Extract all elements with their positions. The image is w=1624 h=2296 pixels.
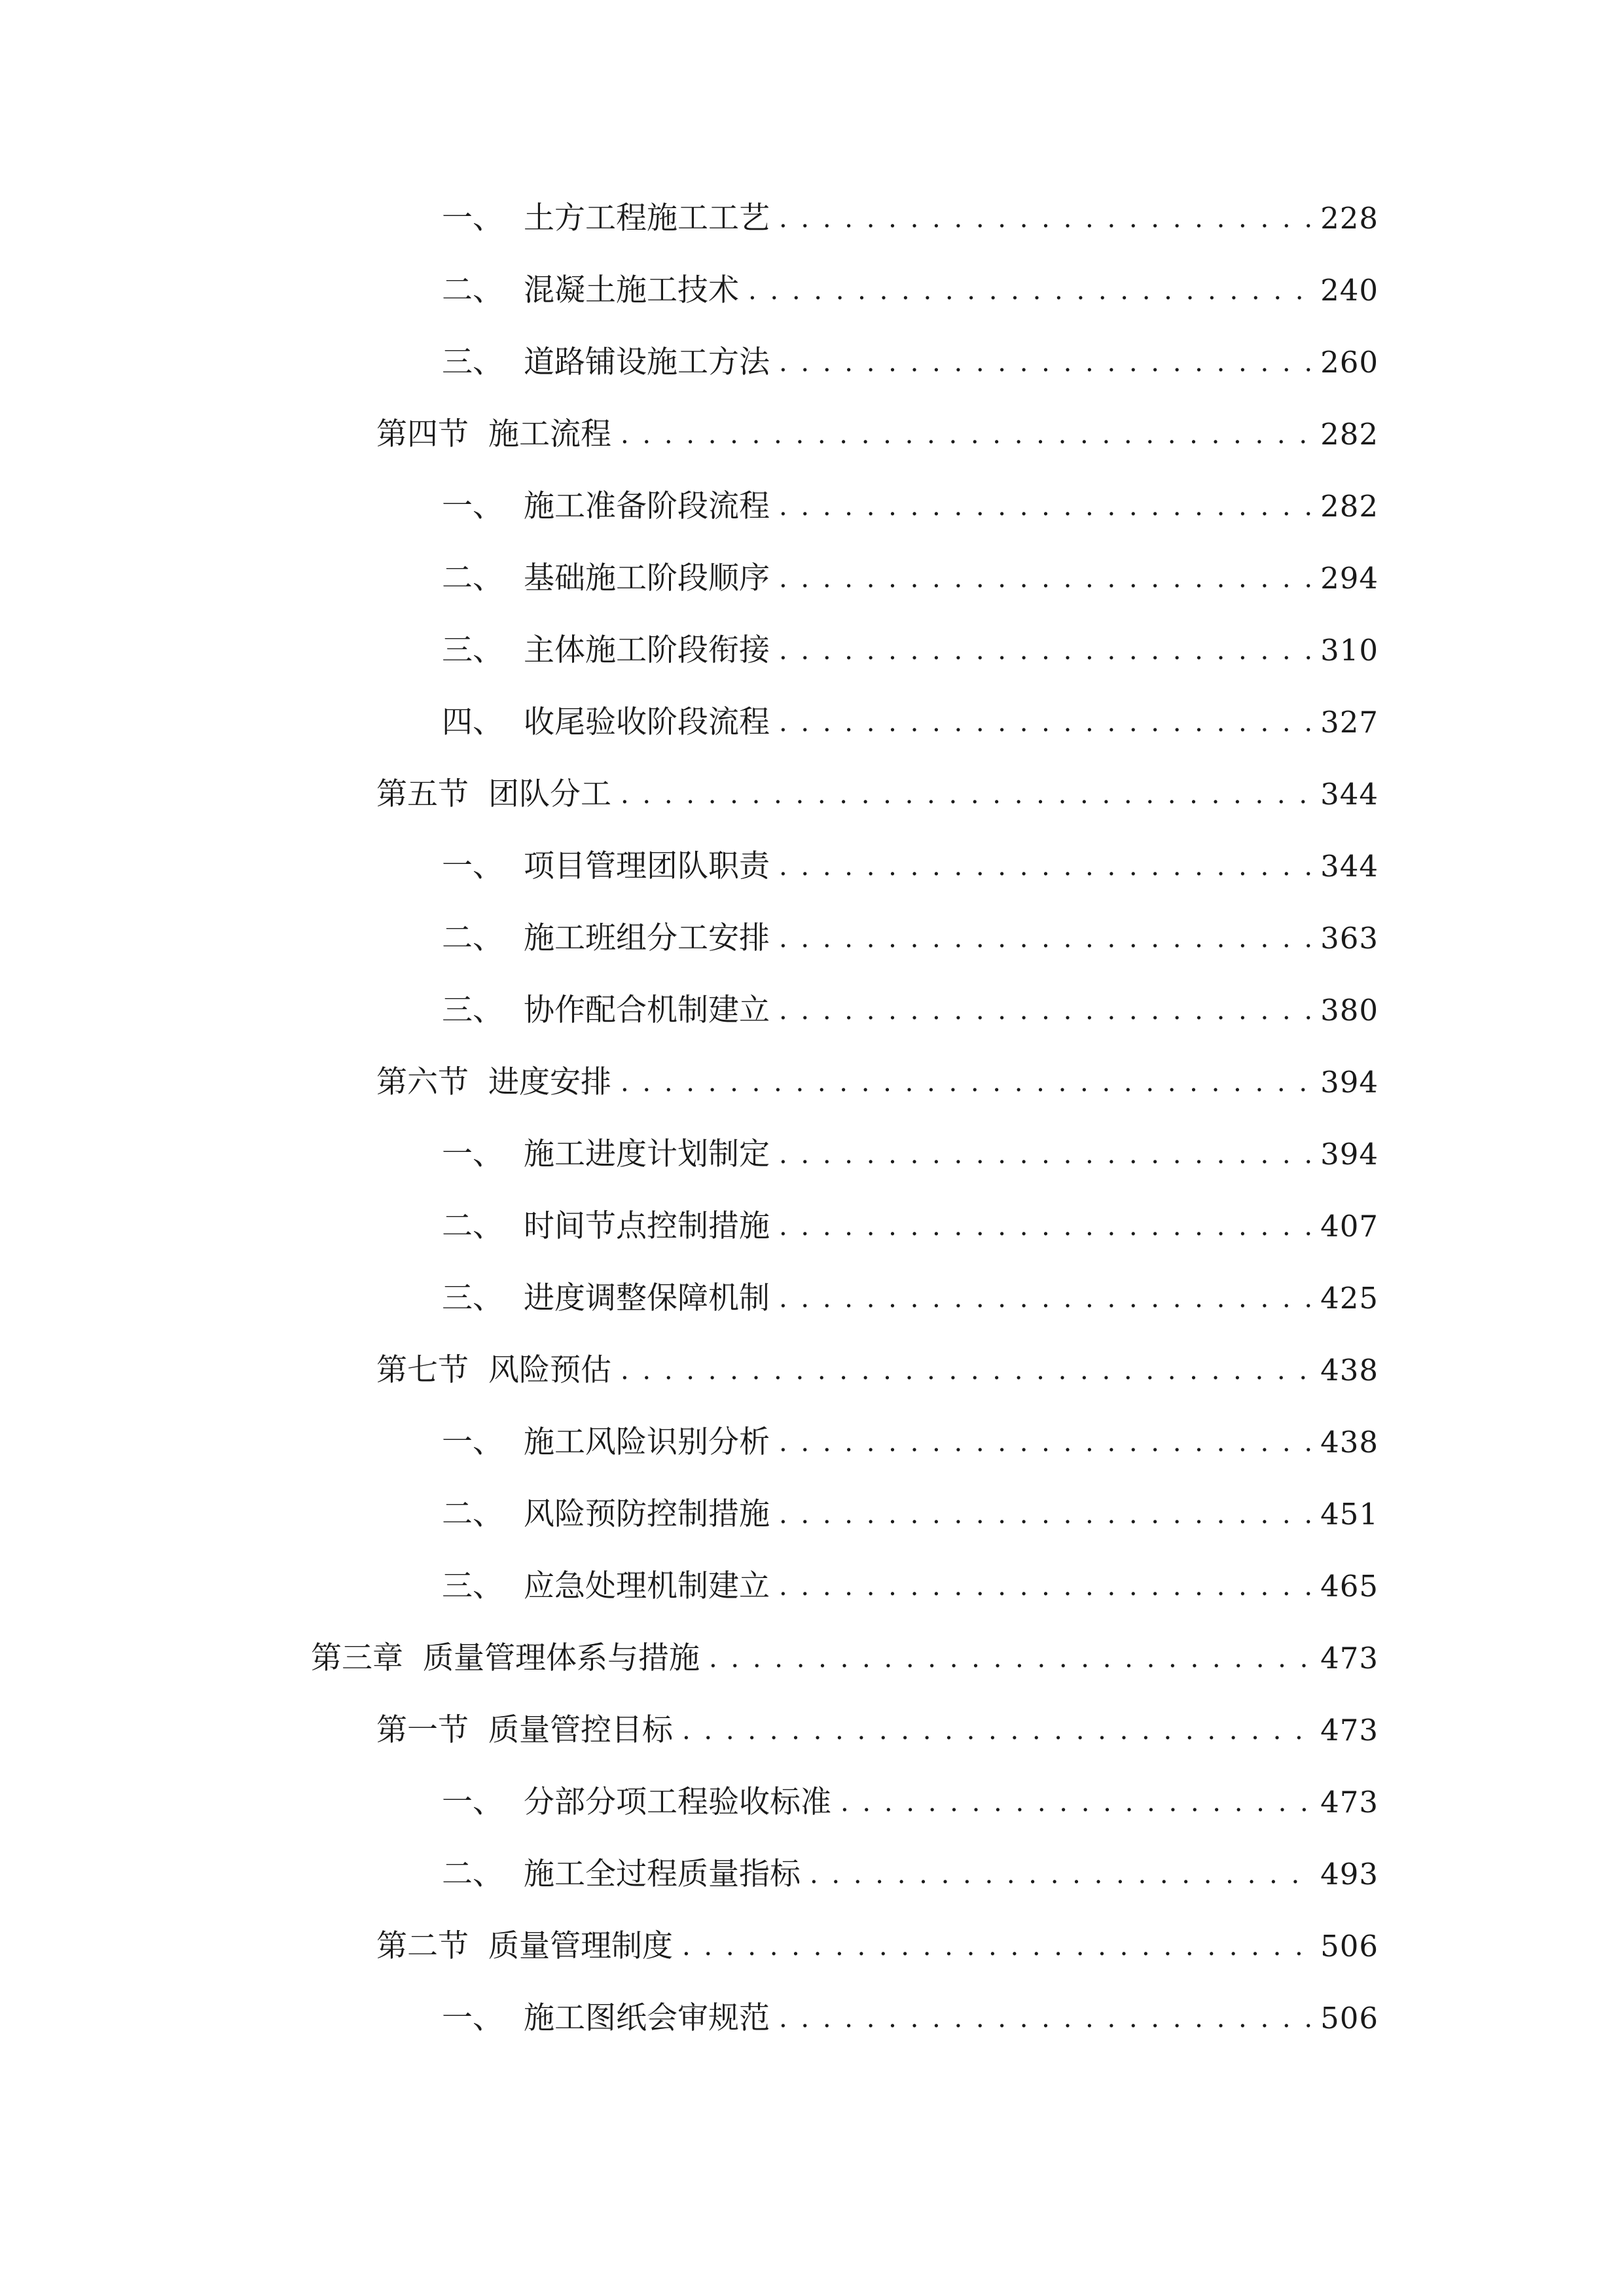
toc-entry-page: 240 xyxy=(1320,273,1379,308)
toc-entry-title: 施工进度计划制定 xyxy=(524,1136,770,1172)
toc-entry[interactable] xyxy=(442,1560,1379,1613)
toc-dot-leader xyxy=(709,1632,1311,1685)
toc-dot-leader xyxy=(779,984,1311,1037)
toc-entry-title: 质量管控目标 xyxy=(488,1712,673,1748)
toc-entry[interactable] xyxy=(376,1704,1379,1757)
toc-entry-number: 一、 xyxy=(442,2000,503,2036)
toc-entry-number: 一、 xyxy=(442,1784,503,1820)
toc-entry-title: 混凝土施工技术 xyxy=(524,272,739,308)
toc-entry-number: 第五节 xyxy=(376,776,469,812)
toc-entry-number: 一、 xyxy=(442,200,503,236)
toc-entry[interactable] xyxy=(442,1128,1379,1181)
toc-entry[interactable] xyxy=(442,912,1379,965)
toc-entry-page: 473 xyxy=(1320,1785,1379,1820)
toc-entry-title: 施工风险识别分析 xyxy=(524,1424,770,1460)
toc-entry-title: 分部分项工程验收标准 xyxy=(524,1784,831,1820)
toc-entry-title: 进度调整保障机制 xyxy=(524,1280,770,1316)
toc-entry-number: 二、 xyxy=(442,272,503,308)
toc-entry[interactable] xyxy=(442,624,1379,677)
toc-entry[interactable] xyxy=(442,336,1379,389)
toc-entry-number: 二、 xyxy=(442,920,503,956)
toc-entry-title: 应急处理机制建立 xyxy=(524,1568,770,1604)
toc-entry[interactable] xyxy=(442,552,1379,605)
toc-entry-page: 344 xyxy=(1320,849,1379,884)
toc-entry-title: 道路铺设施工方法 xyxy=(524,344,770,380)
toc-entry[interactable] xyxy=(442,1848,1379,1901)
toc-entry-page: 438 xyxy=(1320,1353,1379,1388)
toc-entry-number: 一、 xyxy=(442,1424,503,1460)
toc-entry-number: 第四节 xyxy=(376,416,469,452)
toc-dot-leader xyxy=(779,480,1311,533)
toc-entry[interactable] xyxy=(442,1416,1379,1469)
toc-entry[interactable] xyxy=(442,1776,1379,1829)
toc-entry[interactable] xyxy=(311,1632,1379,1685)
toc-entry[interactable] xyxy=(442,480,1379,533)
toc-dot-leader xyxy=(621,1344,1311,1397)
toc-dot-leader xyxy=(779,1200,1311,1253)
toc-entry-page: 380 xyxy=(1320,993,1379,1028)
toc-entry-page: 344 xyxy=(1320,777,1379,812)
toc-entry-number: 二、 xyxy=(442,1856,503,1892)
toc-entry-number: 三、 xyxy=(442,632,503,668)
toc-dot-leader xyxy=(779,192,1311,245)
toc-entry-title: 施工图纸会审规范 xyxy=(524,2000,770,2036)
toc-dot-leader xyxy=(779,624,1311,677)
toc-entry-title: 基础施工阶段顺序 xyxy=(524,560,770,596)
toc-entry-title: 施工班组分工安排 xyxy=(524,920,770,956)
toc-entry[interactable] xyxy=(442,840,1379,893)
toc-entry-page: 394 xyxy=(1320,1065,1379,1100)
toc-entry-page: 438 xyxy=(1320,1425,1379,1460)
toc-dot-leader xyxy=(779,1272,1311,1325)
toc-entry-number: 一、 xyxy=(442,848,503,884)
toc-entry-page: 506 xyxy=(1320,1929,1379,1964)
toc-entry[interactable] xyxy=(442,1488,1379,1541)
toc-entry[interactable] xyxy=(376,768,1379,821)
toc-entry-number: 四、 xyxy=(442,704,503,740)
toc-entry-page: 451 xyxy=(1320,1497,1379,1532)
toc-entry[interactable] xyxy=(442,1992,1379,2045)
toc-dot-leader xyxy=(748,264,1311,317)
toc-entry-number: 三、 xyxy=(442,344,503,380)
toc-entry-title: 质量管理制度 xyxy=(488,1928,673,1964)
toc-entry-number: 一、 xyxy=(442,1136,503,1172)
toc-entry-number: 第三章 xyxy=(311,1640,403,1676)
toc-entry[interactable] xyxy=(376,1920,1379,1973)
toc-entry[interactable] xyxy=(442,264,1379,317)
toc-entry-page: 260 xyxy=(1320,345,1379,380)
toc-entry-title: 施工流程 xyxy=(488,416,611,452)
toc-entry-number: 第一节 xyxy=(376,1712,469,1748)
toc-entry-page: 394 xyxy=(1320,1137,1379,1172)
toc-entry-title: 主体施工阶段衔接 xyxy=(524,632,770,668)
toc-entry-number: 第六节 xyxy=(376,1064,469,1100)
toc-entry-page: 228 xyxy=(1320,201,1379,236)
toc-entry-title: 土方工程施工工艺 xyxy=(524,200,770,236)
toc-entry-number: 三、 xyxy=(442,1568,503,1604)
toc-dot-leader xyxy=(779,1128,1311,1181)
toc-dot-leader xyxy=(840,1776,1311,1829)
toc-entry-page: 465 xyxy=(1320,1569,1379,1604)
toc-entry[interactable] xyxy=(442,696,1379,749)
toc-dot-leader xyxy=(779,552,1311,605)
toc-dot-leader xyxy=(682,1920,1311,1973)
toc-entry-number: 二、 xyxy=(442,1496,503,1532)
toc-dot-leader xyxy=(779,1560,1311,1613)
toc-entry-page: 282 xyxy=(1320,489,1379,524)
toc-entry-number: 二、 xyxy=(442,560,503,596)
toc-dot-leader xyxy=(621,768,1311,821)
toc-entry-page: 327 xyxy=(1320,705,1379,740)
toc-entry-page: 407 xyxy=(1320,1209,1379,1244)
toc-dot-leader xyxy=(779,912,1311,965)
toc-entry[interactable] xyxy=(376,408,1379,461)
toc-entry-page: 506 xyxy=(1320,2001,1379,2036)
toc-dot-leader xyxy=(779,696,1311,749)
toc-dot-leader xyxy=(779,840,1311,893)
toc-entry-title: 质量管理体系与措施 xyxy=(423,1640,700,1676)
toc-entry-page: 294 xyxy=(1320,561,1379,596)
toc-dot-leader xyxy=(810,1848,1311,1901)
toc-entry-page: 493 xyxy=(1320,1857,1379,1892)
toc-entry-page: 282 xyxy=(1320,417,1379,452)
toc-entry-title: 风险预估 xyxy=(488,1352,611,1388)
toc-entry-title: 施工全过程质量指标 xyxy=(524,1856,801,1892)
toc-entry[interactable] xyxy=(376,1344,1379,1397)
toc-dot-leader xyxy=(779,1488,1311,1541)
toc-entry-page: 363 xyxy=(1320,921,1379,956)
toc-dot-leader xyxy=(779,336,1311,389)
toc-entry-title: 施工准备阶段流程 xyxy=(524,488,770,524)
toc-dot-leader xyxy=(779,1416,1311,1469)
toc-entry-title: 团队分工 xyxy=(488,776,611,812)
toc-entry-number: 一、 xyxy=(442,488,503,524)
toc-entry-title: 进度安排 xyxy=(488,1064,611,1100)
toc-entry-page: 473 xyxy=(1320,1713,1379,1748)
toc-entry-number: 第七节 xyxy=(376,1352,469,1388)
toc-entry-number: 二、 xyxy=(442,1208,503,1244)
toc-entry[interactable] xyxy=(442,984,1379,1037)
toc-dot-leader xyxy=(779,1992,1311,2045)
toc-entry-page: 310 xyxy=(1320,633,1379,668)
toc-entry[interactable] xyxy=(376,1056,1379,1109)
toc-entry-page: 473 xyxy=(1320,1641,1379,1676)
toc-entry-title: 协作配合机制建立 xyxy=(524,992,770,1028)
toc-entry-title: 时间节点控制措施 xyxy=(524,1208,770,1244)
toc-entry-title: 项目管理团队职责 xyxy=(524,848,770,884)
toc-entry[interactable] xyxy=(442,1272,1379,1325)
toc-entry-page: 425 xyxy=(1320,1281,1379,1316)
toc-entry-number: 第二节 xyxy=(376,1928,469,1964)
toc-dot-leader xyxy=(682,1704,1311,1757)
toc-entry[interactable] xyxy=(442,192,1379,245)
toc-entry[interactable] xyxy=(442,1200,1379,1253)
toc-dot-leader xyxy=(621,1056,1311,1109)
toc-entry-number: 三、 xyxy=(442,992,503,1028)
toc-entry-number: 三、 xyxy=(442,1280,503,1316)
toc-entry-title: 风险预防控制措施 xyxy=(524,1496,770,1532)
toc-dot-leader xyxy=(621,408,1311,461)
toc-entry-title: 收尾验收阶段流程 xyxy=(524,704,770,740)
